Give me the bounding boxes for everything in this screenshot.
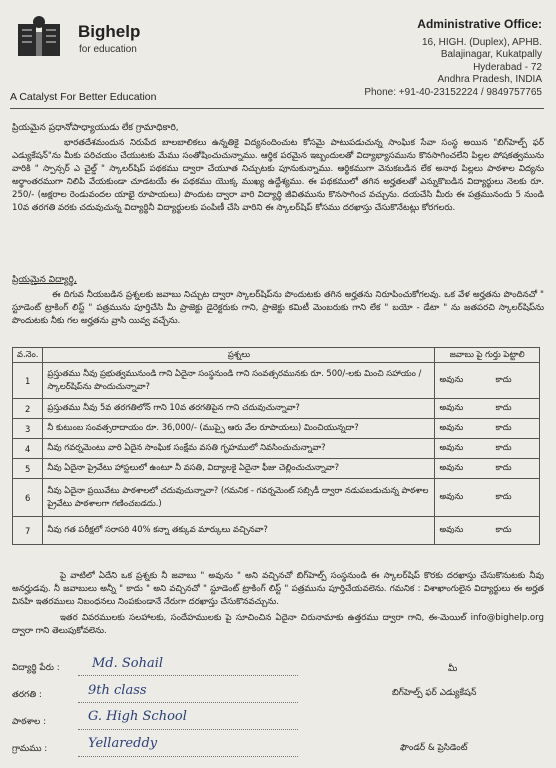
signoff-org: బిగ్‌హెల్ప్ ఫర్ ఎడ్యుకేషన్ [392,688,477,698]
answer-no[interactable]: కాదు [491,363,539,399]
office-line: Andhra Pradesh, INDIA [437,74,542,85]
eligibility-note: పై వాటిలో ఏదేని ఒక ప్రశ్నకు నీ జవాబు " అవును " అని వచ్చినచో బిగ్‌హెల్ప్ సంస్థనుండి ఈ స్కాలర్‌షిప్ కొరకు దరఖాస్తు చేసుకొనుటకు నీవు అనర్హుడవు. నీ జవాబులు అన్నీ " కాదు " అని వచ్చినచో " స్టూడెంట్ ట్రాకింగ్ లిస్ట్ " పత్రమును పూర్తిచేయవలెను. గమనిక : విశాఖాంగులైన విద్యార్థులు ఈ అర్హత వినహి ఇతరములు నిబంధనలు నింపకుండానే నేరుగా దరఖాస్తు చేసుకొనవచ్చును. [12,571,544,607]
row-number: 1 [13,363,43,399]
answer-yes[interactable]: అవును [435,439,492,459]
question-text: నీవు గత పరీక్షలో సరాసరి 40% కన్నా తక్కువ మార్కులు వచ్చినవా? [43,517,435,545]
table-row [13,399,540,419]
school-value[interactable]: G. High School [88,709,187,724]
tagline: A Catalyst For Better Education [10,91,157,103]
village-label: గ్రామము : [12,744,48,754]
answer-yes[interactable]: అవును [435,517,492,545]
table-row [13,459,540,479]
name-value[interactable]: Md. Sohail [92,656,164,671]
name-label: విద్యార్థి పేరు : [12,663,60,673]
table-row [13,363,540,399]
table-row [13,479,540,517]
header-divider [10,108,544,109]
class-line [78,702,298,703]
office-title: Administrative Office: [417,17,542,31]
row-number: 7 [13,517,43,545]
signoff-role: ఫౌండర్ & ప్రెసిడెంట్ [400,743,468,753]
brand-subtitle: for education [79,44,137,55]
office-line: Balajinagar, Kukatpally [440,49,542,60]
village-value[interactable]: Yellareddy [88,736,158,751]
row-number: 3 [13,419,43,439]
question-text: ప్రస్తుతము నీవు 5వ తరగతిలోన్ గాని 10వ తరగతిపైన గాని చదువుచున్నావా? [43,399,435,419]
name-line [78,675,298,676]
office-address [302,18,542,99]
student-salutation: ప్రియమైన విద్యార్థి, [12,275,77,285]
row-number: 6 [13,479,43,517]
answer-yes[interactable]: అవును [435,479,492,517]
col-answer: జవాబు పై గుర్తు పెట్టాలి [435,348,540,363]
salutation: ప్రియమైన ప్రధానోపాధ్యాయుడు లేక గ్రామాధికారి, [12,123,179,133]
answer-yes[interactable]: అవును [435,399,492,419]
eligibility-table [12,347,540,545]
answer-no[interactable]: కాదు [491,419,539,439]
bighelp-logo [12,14,72,62]
office-line: Hyderabad - 72 [473,61,542,73]
contact-note: ఇతర వివరములకు సలహాలకు, సందేహములకు పై సూచించిన ఏదైనా చిరునామాకు ఉత్తరము ద్వారా గాని, ఈ-మెయిల్ info@bighelp.org ద్వారా గాని తెలుపుకోవలెను. [12,613,544,636]
answer-no[interactable]: కాదు [491,399,539,419]
col-questions: ప్రశ్నలు [43,348,435,363]
answer-no[interactable]: కాదు [491,479,539,517]
student-paragraph: ఈ దిగువ నీయబడిన ప్రశ్నలకు జవాబు నిచ్చుట ద్వారా స్కాలర్‌షిప్‌ను పొందుటకు తగిన అర్హతను నిరూపించుకోగలవు. ఒక వేళ అర్హతను పొందినచో " స్టూడెంట్ ట్రాకింగ్ లిస్ట్ " పత్రమును పూర్తిచేసి మీ ప్రాజెక్టు డైరెక్టరుకు గాని, ప్రాజెక్టు కమిటీ మెంబరుకు గాని లేక " బయో - డేటా " ను జతపరచి స్కాలర్‌షిప్‌ను పొందుటకు నీకు గల అర్హతను వ్రాసి యివ్వ వచ్చేను. [12,290,544,326]
row-number: 4 [13,439,43,459]
answer-no[interactable]: కాదు [491,439,539,459]
answer-yes[interactable]: అవును [435,459,492,479]
table-row [13,439,540,459]
class-value[interactable]: 9th class [88,683,147,698]
table-row [13,517,540,545]
school-label: పాఠశాల : [12,717,47,727]
question-text: నీ కుటుంబ సంవత్సరాదాయం రూ. 36,000/- (ముప్పై ఆరు వేల రూపాయలు) మించియున్నదా? [43,419,435,439]
class-label: తరగతి : [12,690,42,700]
office-phone: Phone: +91-40-23152224 / 9849757765 [364,86,542,98]
col-number: వ.నెం. [13,348,43,363]
question-text: నీవు ఏదైనా ప్రయివేటు పాఠశాలలో చదువుచున్నావా? (గమనిక - గవర్నమెంట్ సబ్సిడీ ద్వారా నడుపబడుచున్న పాఠశాల ప్రైవేటు పాఠశాలగా గణించబడదు.) [43,479,435,517]
school-line [78,729,298,730]
answer-no[interactable]: కాదు [491,517,539,545]
table-row [13,419,540,439]
question-text: నీవు గవర్నమెంటు వారి ఏదైన సాంఘిక సంక్షేమ వసతి గృహములో నివసించుచున్నావా? [43,439,435,459]
signoff-line: మీ [448,664,458,674]
answer-no[interactable]: కాదు [491,459,539,479]
answer-yes[interactable]: అవును [435,419,492,439]
row-number: 2 [13,399,43,419]
question-text: ప్రస్తుతము నీవు ప్రభుత్వమునుండి గాని ఏదైనా సంస్థనుండి గాని సంవత్సరమునకు రూ. 500/-లకు మించి సహాయం / స్కాలర్‌షిప్‌ను పొందుచున్నావా? [43,363,435,399]
row-number: 5 [13,459,43,479]
brand-name: Bighelp [78,22,141,41]
office-line: 16, HIGH. (Duplex), APHB. [421,36,542,48]
answer-yes[interactable]: అవును [435,363,492,399]
question-text: నీవు ఏదైనా ప్రైవేటు హాస్టలులో ఉంటూ నీ వసతి, విద్యాలకై ఏదైనా ఫీజు చెల్లించుచున్నావా? [43,459,435,479]
village-line [78,756,298,757]
intro-paragraph: భారతదేశమందున నిరుపేద బాలబాలికలు ఉన్నతికై విద్యనందించుట కోసమై పాటుపడుచున్న సాంఘిక సేవా సంస్థ అయిన "బిగ్‌హెల్ప్ ఫర్ ఎడ్యుకేషన్"ను మీకు పరిచయం చేయుటకు మేము సంతోషించుచున్నాము. ఆర్థిక పరమైన ఇబ్బందులతో విద్యాభ్యాసమును కొనసాగించలేని పిల్లల పోషకత్వమును వారికి " స్పాన్సర్ ఎ చైల్డ్ " స్కాలర్‌షిప్ పథకము ద్వారా చేయూత నిచ్చుటకు పూనుకున్నాము. ఆర్థికముగా వెనుకబడిన లేక అనాథ పిల్లలు పాఠశాల విద్యను అర్థాంతరముగా నిలిపి వేయకుండా చూడటయే ఈ పథకము యొక్క ముఖ్య ఉద్దేశ్యము. ఈ పథకములో తగిన అర్హతలతో ఎన్నుకొబడిన విద్యార్థులు నెలకు రూ. 250/- (అక్షరాల రెండువందల యాభై రూపాయలు) పొందుట ద్వారా వారి విద్యార్థి జీవితమును కొనసాగించ వచ్చును. దయచేసి మీరు ఈ పత్రమునందు 5 నుండి 10వ తరగతి వరకు చదువుచున్న విద్యార్థినీ విద్యార్థులకు పంపిణీ చేసి వారిని ఈ స్కాలర్‌షిప్ కోసము దరఖాస్తు చేసుకొనేటట్లు కోరగలరు. [12,138,544,213]
